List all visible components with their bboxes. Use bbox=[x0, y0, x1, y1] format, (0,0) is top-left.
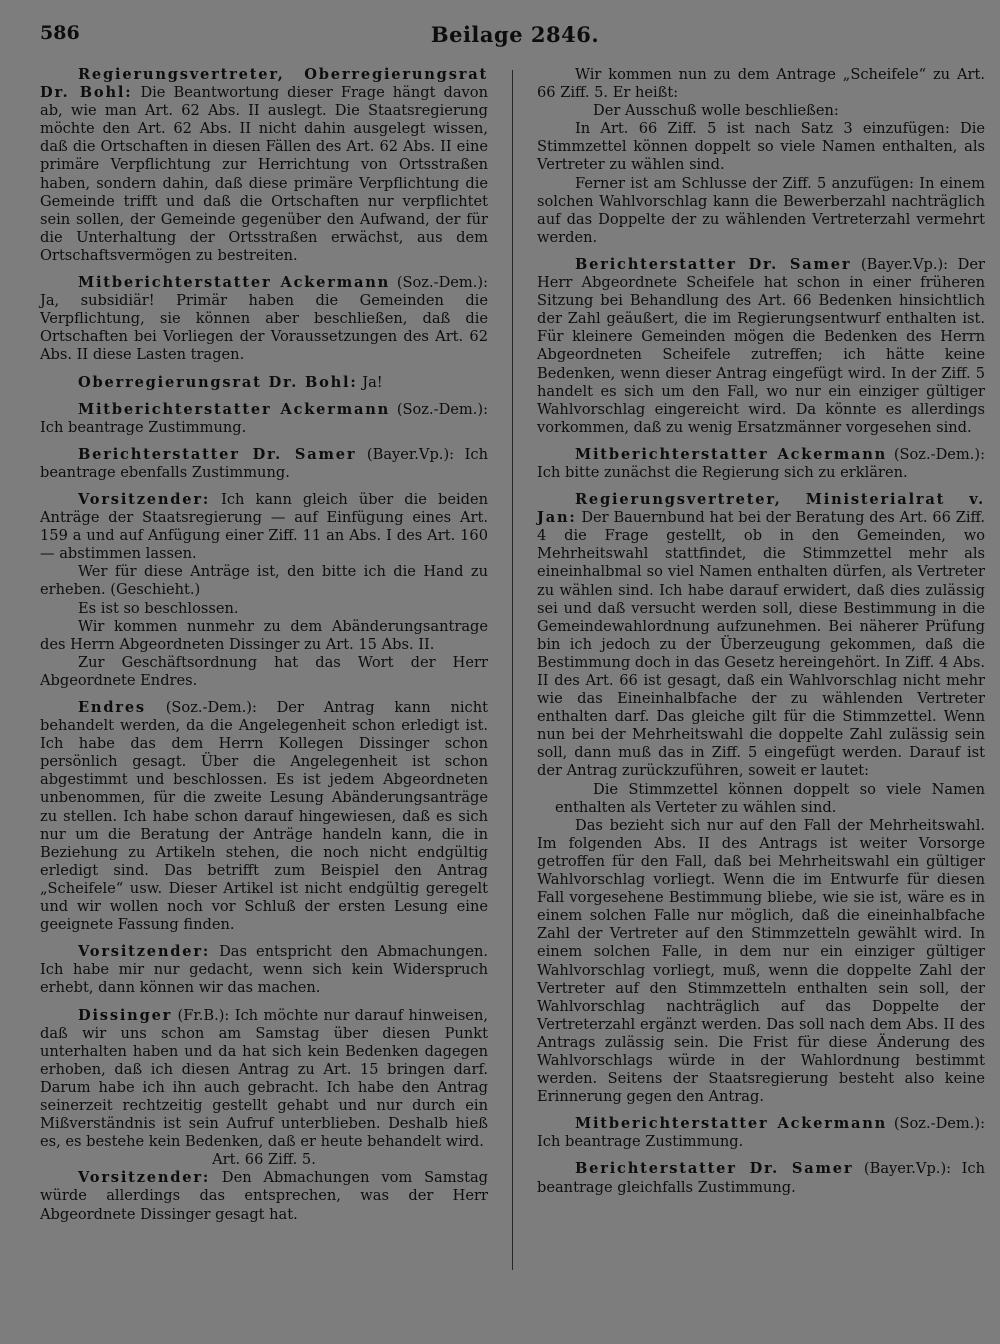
paragraph-text: (Fr.B.): Ich möchte nur darauf hinweisen, daß wir uns schon am Samstag über diesen Punkt unterhalten haben und da hat sich kein Bedenken dagegen erhoben, daß ich diesen Antrag zu Art. 15 bringen darf. Darum habe ich ihn auch gebracht. Ich habe den Antrag seinerzeit rechtzeitig gestellt gehabt und nur durch ein Mißverständnis ist sein Aufruf unterblieben. Deshalb hieß es, es bestehe kein Bedenken, daß er heute behandelt wird. bbox=[40, 1006, 488, 1151]
paragraph-text: (Soz.-Dem.): Ich bitte zunächst die Regierung sich zu erklären. bbox=[537, 445, 985, 481]
paragraph bbox=[40, 1169, 488, 1223]
paragraph bbox=[537, 446, 985, 482]
paragraph bbox=[40, 563, 488, 599]
paragraph bbox=[40, 374, 488, 392]
paragraph-text: Wir kommen nun zu dem Antrage „Scheifele“ zu Art. 66 Ziff. 5. Er heißt: bbox=[537, 66, 985, 102]
speaker-name: Vorsitzender: bbox=[78, 943, 211, 961]
page-number: 586 bbox=[40, 22, 80, 44]
paragraph bbox=[537, 781, 985, 817]
paragraph bbox=[537, 256, 985, 437]
speaker-name: Mitberichterstatter Ackermann bbox=[78, 400, 391, 418]
paragraph bbox=[40, 1007, 488, 1152]
section-heading bbox=[40, 1151, 488, 1169]
paragraph-text: Ich kann gleich über die beiden Anträge der Staatsregierung — auf Einfügung eines Art. 159 a und auf Anfügung einer Ziff. 11 an Abs. I des Art. 160 — abstimmen lassen. bbox=[40, 490, 488, 563]
paragraph bbox=[40, 654, 488, 690]
paragraph-text: Ja! bbox=[357, 373, 383, 391]
paragraph bbox=[40, 943, 488, 997]
speaker-name: Berichterstatter Dr. Samer bbox=[575, 255, 852, 273]
speaker-name: Berichterstatter Dr. Samer bbox=[78, 445, 357, 463]
paragraph-text: (Soz.-Dem.): Ja, subsidiär! Primär haben die Gemeinden die Verpflichtung, sie können aber beschließen, daß die Ortschaften bei Vorliegen der Voraussetzungen des Art. 62 Abs. II diese Lasten tragen. bbox=[40, 274, 488, 364]
paragraph-text: Die Stimmzettel können doppelt so viele Namen enthalten als Verteter zu wählen sind. bbox=[555, 780, 985, 816]
running-head: Beilage 2846. bbox=[430, 22, 600, 47]
paragraph-text: Der Bauernbund hat bei der Beratung des Art. 66 Ziff. 4 die Frage gestellt, ob in den Gemeinden, wo Mehrheitswahl stattfindet, die Stimmzettel mehr als eineinhalbmal so viel Namen enthalten dürfen, als Vertreter zu wählen sind. Ich habe darauf erwidert, daß dies zulässig sei und daß versucht werden soll, diese Bestimmung in die Gemeindewahlordnung aufzunehmen. Bei näherer Prüfung bin ich jedoch zu der Überzeugung gekommen, daß die Bestimmung doch in das Gesetz hereingehört. In Ziff. 4 Abs. II des Art. 66 ist gesagt, daß ein Wahlvorschlag nicht mehr wie das Eineinhalbfache der zu wählenden Vertreter enthalten darf. Das gleiche gilt für die Stimmzettel. Wenn nun bei der Mehrheitswahl die doppelte Zahl zulässig sein soll, dann muß das in Ziff. 5 eingefügt werden. Darauf ist der Antrag zurückzuführen, soweit er lautet: bbox=[537, 509, 985, 780]
paragraph-text: Das bezieht sich nur auf den Fall der Mehrheitswahl. Im folgenden Abs. II des Antrags ist weiter Vorsorge getroffen für den Fall, daß bei Mehrheitswahl ein gültiger Wahlvorschlag vorliegt. Wenn die im Entwurfe für diesen Fall vorgesehene Bestimmung bliebe, wie sie ist, wäre es in einem solchen Falle nur möglich, daß die eineinhalbfache Zahl der Vertreter auf den Stimmzetteln gewählt wird. In einem solchen Falle, in dem nur ein einziger gültiger Wahlvorschlag vorliegt, muß, wenn die doppelte Zahl der Vertreter auf den Stimmzetteln enthalten sein soll, der Wahlvorschlag nachträglich auf das Doppelte der Vertreterzahl ergänzt werden. Das soll nach dem Abs. II des Antrags zulässig sein. Die Frist für diese Änderung des Wahlvorschlags würde in der Wahlordnung bestimmt werden. Seitens der Staatsregierung besteht also keine Erinnerung gegen den Antrag. bbox=[537, 816, 985, 1106]
paragraph bbox=[537, 175, 985, 247]
speaker-name: Regierungsvertreter, Ministerialrat v. Jan: bbox=[537, 491, 985, 527]
paragraph bbox=[537, 1160, 985, 1196]
paragraph-text: (Soz.-Dem.): Der Antrag kann nicht behandelt werden, da die Angelegenheit schon erledigt ist. Ich habe das dem Herrn Kollegen Dissinger schon persönlich gesagt. Über die Angelegenheit ist schon abgestimmt und beschlossen. Es ist jedem Abgeordneten unbenommen, für die zweite Lesung Abänderungsanträge zu stellen. Ich habe schon darauf hingewiesen, daß es sich nur um die Beratung der Anträge handeln kann, die in Beziehung zu Artikeln stehen, die noch nicht endgültig erledigt sind. Das betrifft zum Beispiel den Antrag „Scheifele“ usw. Dieser Artikel ist nicht endgültig geregelt und wir wollen noch vor Schluß der ersten Lesung eine geeignete Fassung finden. bbox=[40, 699, 488, 934]
speaker-name: Oberregierungsrat Dr. Bohl: bbox=[78, 373, 358, 391]
speaker-name: Mitberichterstatter Ackermann bbox=[78, 274, 391, 292]
speaker-name: Dissinger bbox=[78, 1006, 173, 1024]
paragraph-text: Zur Geschäftsordnung hat das Wort der Herr Abgeordnete Endres. bbox=[40, 653, 488, 689]
page-header bbox=[40, 22, 990, 52]
paragraph bbox=[40, 66, 488, 265]
paragraph bbox=[537, 120, 985, 174]
paragraph bbox=[537, 102, 985, 120]
paragraph-text: Die Beantwortung dieser Frage hängt davon ab, wie man Art. 62 Abs. II auslegt. Die Staatsregierung möchte den Art. 62 Abs. II nicht dahin ausgelegt wissen, daß die Ortschaften in diesen Fällen des Art. 62 Abs. II eine primäre Verpflichtung zur Herrichtung von Ortsstraßen haben, sondern dahin, daß diese primäre Verpflichtung die Gemeinde trifft und daß die Ortschaften nur verpflichtet sein sollen, der Gemeinde gegenüber den Aufwand, der für die Unterhaltung der Ortsstraßen erwächst, aus dem Ortschaftsvermögen zu bestreiten. bbox=[40, 84, 488, 264]
speaker-name: Vorsitzender: bbox=[78, 1169, 211, 1187]
paragraph bbox=[40, 274, 488, 364]
paragraph bbox=[537, 817, 985, 1107]
paragraph bbox=[40, 600, 488, 618]
paragraph-text: Den Abmachungen vom Samstag würde allerdings das entsprechen, was der Herr Abgeordnete Dissinger gesagt hat. bbox=[40, 1169, 488, 1223]
paragraph bbox=[537, 1115, 985, 1151]
paragraph-text: (Soz.-Dem.): Ich beantrage Zustimmung. bbox=[537, 1115, 985, 1151]
speaker-name: Vorsitzender: bbox=[78, 490, 211, 508]
paragraph bbox=[40, 446, 488, 482]
paragraph-text: Wer für diese Anträge ist, den bitte ich die Hand zu erheben. (Geschieht.) bbox=[40, 563, 488, 599]
paragraph-text: In Art. 66 Ziff. 5 ist nach Satz 3 einzufügen: Die Stimmzettel können doppelt so viele Namen enthalten, als Vertreter zu wählen sind. bbox=[537, 120, 985, 174]
paragraph bbox=[40, 618, 488, 654]
paragraph-text: Ferner ist am Schlusse der Ziff. 5 anzufügen: In einem solchen Wahlvorschlag kann die Bewerberzahl nachträglich auf das Doppelte der zu wählenden Vertreterzahl vermehrt werden. bbox=[537, 174, 985, 246]
right-column bbox=[537, 66, 985, 1197]
paragraph-text: (Bayer.Vp.): Ich beantrage gleichfalls Zustimmung. bbox=[537, 1160, 985, 1196]
speaker-name: Regierungsvertreter, Oberregierungsrat Dr. Bohl: bbox=[40, 66, 488, 102]
paragraph bbox=[537, 66, 985, 102]
paragraph-text: Das entspricht den Abmachungen. Ich habe mir nur gedacht, wenn sich kein Widerspruch erhebt, dann können wir das machen. bbox=[40, 943, 488, 997]
paragraph-text: (Soz.-Dem.): Ich beantrage Zustimmung. bbox=[40, 400, 488, 436]
speaker-name: Endres bbox=[78, 699, 146, 716]
speaker-name: Mitberichterstatter Ackermann bbox=[575, 445, 888, 463]
paragraph-text: Wir kommen nunmehr zu dem Abänderungsantrage des Herrn Abgeordneten Dissinger zu Art. 15 Abs. II. bbox=[40, 617, 488, 653]
paragraph-text: (Bayer.Vp.): Der Herr Abgeordnete Scheifele hat schon in einer früheren Sitzung bei Behandlung des Art. 66 Bedenken hinsichtlich der Zahl geäußert, die im Regierungsentwurf enthalten ist. Für kleinere Gemeinden mögen die Bedenken des Herrn Abgeordneten Scheifele zutreffen; ich hätte keine Bedenken, wenn dieser Antrag eingefügt wird. In der Ziff. 5 handelt es sich um den Fall, wo nur ein einziger gültiger Wahlvorschlag eingereicht wird. Da könnte es allerdings vorkommen, daß zu wenig Ersatzmänner vorgesehen sind. bbox=[537, 255, 985, 436]
paragraph-text: Es ist so beschlossen. bbox=[78, 599, 239, 617]
paragraph-text: Art. 66 Ziff. 5. bbox=[212, 1151, 316, 1169]
speaker-name: Mitberichterstatter Ackermann bbox=[575, 1115, 888, 1133]
paragraph bbox=[537, 491, 985, 781]
column-divider bbox=[512, 70, 513, 1270]
paragraph-text: Der Ausschuß wolle beschließen: bbox=[593, 102, 839, 120]
paragraph bbox=[40, 491, 488, 563]
speaker-name: Berichterstatter Dr. Samer bbox=[575, 1160, 854, 1178]
paragraph bbox=[40, 699, 488, 934]
paragraph bbox=[40, 401, 488, 437]
paragraph-text: (Bayer.Vp.): Ich beantrage ebenfalls Zustimmung. bbox=[40, 445, 488, 481]
left-column bbox=[40, 66, 488, 1224]
